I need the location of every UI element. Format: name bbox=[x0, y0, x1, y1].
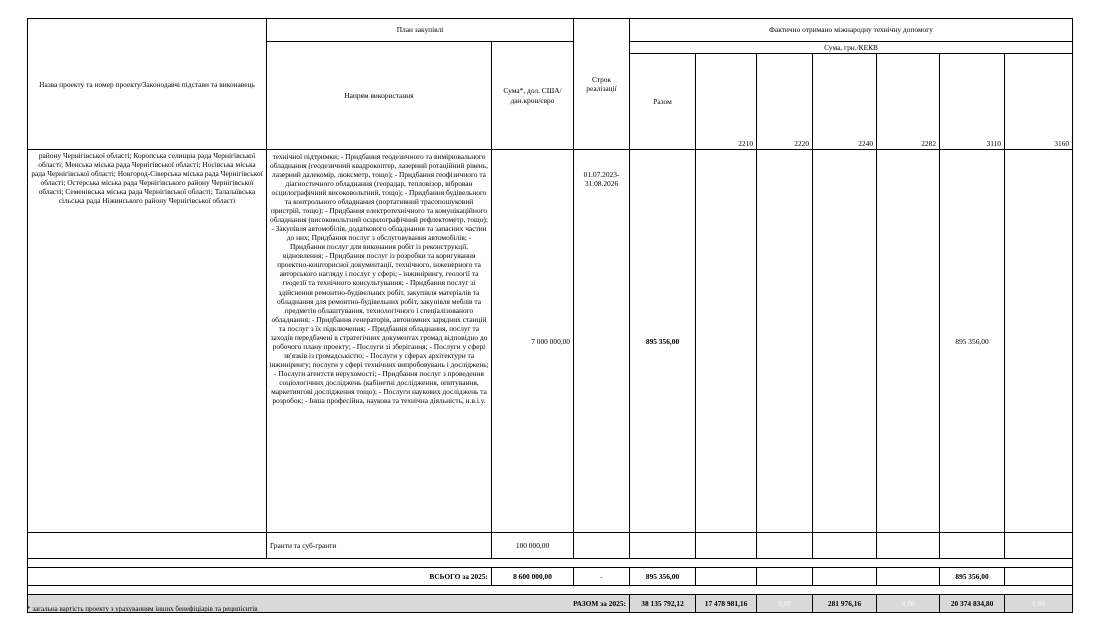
total-2025-total: 895 356,00 bbox=[630, 568, 696, 586]
project-term: 01.07.2023-31.08.2026 bbox=[574, 150, 630, 533]
grants-label: Гранти та суб-гранти bbox=[267, 533, 492, 559]
grand-2025-kekv-2210: 17 478 981,16 bbox=[696, 595, 757, 613]
header-sum-plan: Сума*, дол. США/дан.крон/євро bbox=[492, 42, 574, 150]
grants-sum-plan: 100 000,00 bbox=[492, 533, 574, 559]
header-direction: Напрям використання bbox=[267, 42, 492, 150]
budget-table bbox=[27, 18, 1073, 613]
project-name: району Чернігівської області; Коропська селищна рада Чернігівської області; Менська міська рада Чернігівської області; Носівська міська рада Чернігівської області; Новгород-Сіверська міська рада Чернігівської області; Остерська міська рада Чернігівського району Чернігівської області; Семенівська міська рада Чернігівської області; Талалаївська сільська рада Ніжинського району Чернігівської області bbox=[28, 150, 267, 533]
total-2025-kekv-3110: 895 356,00 bbox=[940, 568, 1005, 586]
header-sum-group: Сума, грн./КЕКВ bbox=[630, 42, 1073, 54]
grand-2025-total: 38 135 792,12 bbox=[630, 595, 696, 613]
total-2025-sum-plan: 8 600 000,00 bbox=[492, 568, 574, 586]
header-kekv-2282: 2282 bbox=[877, 54, 940, 150]
header-fact-group: Фактично отримано міжнародну технічну допомогу bbox=[630, 19, 1073, 42]
total-2025-row bbox=[28, 568, 1073, 586]
grants-row bbox=[28, 533, 1073, 559]
project-total: 895 356,00 bbox=[630, 150, 696, 533]
project-direction: технічної підтримки; - Придбання геодезичного та вимірювального обладнання (геодезичний квадрокоптер, лазерний ротаційний рівень, лазерний далекомір, люксметр, тощо); - Придбання геофізичного та діагностичного обладнання (георадар, тепловізор, віброван осцилографічний високовольтний, тощо); - Придбання будівельного та контрольного обладнання (портативний трасопошуковий пристрій, тощо); - Придбання електротехнічного та комунікаційного обладнання (високовольтний осцилографічний рефлектометр, тощо); - Закупівля автомобілів, додаткового обладнання та запасних частин до них; Придбання послуг з обслуговування автомобілів; - Придбання послуг для виконання робіт із реконструкції, відновлення; - Придбання послуг із розробки та коригування проектно-кошторисної документації, технічного, інженерного та авторського нагляду і послуг у сфері; - інжинірингу, геології та геодезії та технічного консультування; - Придбання послуг зі здійснення ремонтно-будівельних робіт, закупівля матеріалів та обладнання для ремонтно-будівельних робіт, закупівля меблів та предметів облаштування, технологічного і спеціалізованого обладнання; - Придбання генераторів, автономних зарядних станцій та послуг з їх підключення; - Придбання обладнання, послуг та заходів передбачені в стратегічних документах громад відповідно до робочого плану проекту; - Послуги зі зберігання; - Послуги у сфері зв'язків із громадськістю; - Послуги у сферах архітектури та інжинірингу; послуги у сфері технічних випробовувань і досліджень; - Послуги агентств нерухомості; - Придбання послуг з проведення соціологічних досліджень (кабінетні дослідження, опитування, маркетингові дослідження тощо); - Послуги наукових досліджень та розробок; - Інша професійна, наукова та технічна діяльність, н.в.і.у. bbox=[267, 150, 492, 533]
grand-2025-kekv-3160: 0,00 bbox=[1005, 595, 1073, 613]
header-plan-group: План закупівлі bbox=[267, 19, 574, 42]
grand-2025-kekv-2240: 281 976,16 bbox=[813, 595, 877, 613]
header-total: Разом bbox=[630, 54, 696, 150]
header-kekv-2210: 2210 bbox=[696, 54, 757, 150]
grand-2025-kekv-2220: 0,00 bbox=[757, 595, 813, 613]
project-kekv-3110: 895 356,00 bbox=[940, 150, 1005, 533]
header-kekv-3110: 3110 bbox=[940, 54, 1005, 150]
project-sum-plan: 7 000 000,00 bbox=[492, 150, 574, 533]
footnote: * загальна вартість проекту з урахуванням інших бенефіціарів та реципієнтів bbox=[27, 605, 258, 613]
header-kekv-2220: 2220 bbox=[757, 54, 813, 150]
project-row bbox=[28, 150, 1073, 533]
grand-2025-kekv-3110: 20 374 834,80 bbox=[940, 595, 1005, 613]
header-term: Строк реалізації bbox=[574, 19, 630, 150]
header-kekv-2240: 2240 bbox=[813, 54, 877, 150]
total-2025-label: ВСЬОГО за 2025: bbox=[28, 568, 492, 586]
grand-2025-label: РАЗОМ за 2025: bbox=[28, 595, 630, 613]
total-2025-term: - bbox=[574, 568, 630, 586]
grand-2025-kekv-2282: 0,00 bbox=[877, 595, 940, 613]
header-project-name: Назва проекту та номер проекту/Законодавчі підстави та виконавець bbox=[28, 19, 267, 150]
header-kekv-3160: 3160 bbox=[1005, 54, 1073, 150]
